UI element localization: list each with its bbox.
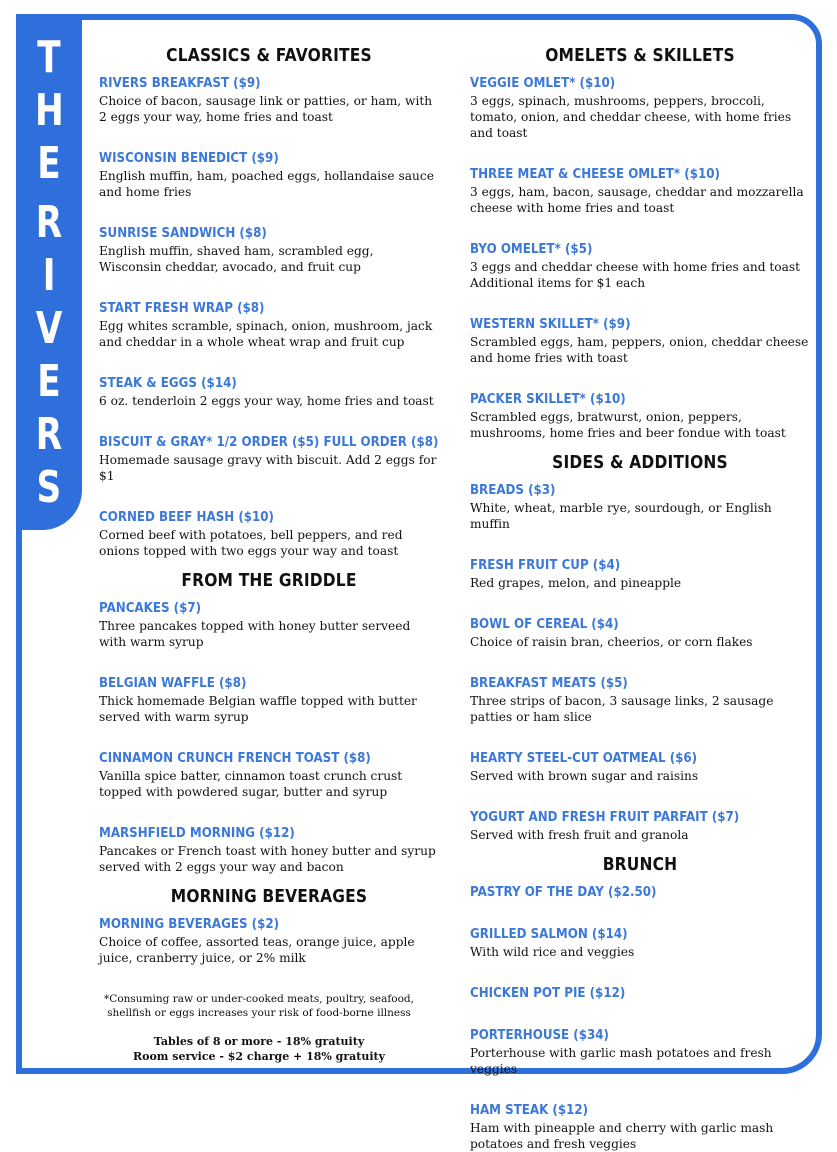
section-heading-sides: SIDES & ADDITIONS (552, 452, 728, 473)
menu-item (99, 597, 439, 650)
item-name: PACKER SKILLET* ($10) (470, 391, 626, 407)
item-description: Egg whites scramble, spinach, onion, mushroom, jack and cheddar in a whole wheat wrap and fruit cup (99, 319, 433, 349)
menu-item (470, 881, 810, 901)
section-heading-brunch: BRUNCH (602, 854, 678, 875)
item-name: BELGIAN WAFFLE ($8) (99, 675, 247, 691)
item-name: CINNAMON CRUNCH FRENCH TOAST ($8) (99, 750, 371, 766)
item-name: YOGURT AND FRESH FRUIT PARFAIT ($7) (470, 809, 740, 825)
menu-item (99, 431, 439, 484)
menu-item (470, 747, 810, 784)
section-heading-griddle: FROM THE GRIDDLE (181, 570, 357, 591)
item-name: MORNING BEVERAGES ($2) (99, 916, 280, 932)
item-description: Red grapes, melon, and pineapple (470, 576, 682, 590)
item-name: WESTERN SKILLET* ($9) (470, 316, 631, 332)
banner-letter: T (37, 32, 61, 83)
item-name: CHICKEN POT PIE ($12) (470, 985, 626, 1001)
item-description: Three pancakes topped with honey butter serveed with warm syrup (99, 619, 411, 649)
item-description: English muffin, ham, poached eggs, hollandaise sauce and home fries (99, 169, 434, 199)
banner-letter: E (37, 138, 61, 189)
item-name: PASTRY OF THE DAY ($2.50) (470, 884, 657, 900)
menu-item (470, 923, 810, 960)
item-name: STEAK & EGGS ($14) (99, 375, 237, 391)
item-description: Corned beef with potatoes, bell peppers, and red onions topped with two eggs your way and toast (99, 528, 403, 558)
item-name: BISCUIT & GRAY* 1/2 ORDER ($5) FULL ORDER ($8) (99, 434, 439, 450)
item-description: Choice of bacon, sausage link or patties, or ham, with 2 eggs your way, home fries and toast (99, 94, 433, 124)
item-description: Thick homemade Belgian waffle topped with butter served with warm syrup (99, 694, 417, 724)
section-heading-beverages: MORNING BEVERAGES (170, 886, 368, 907)
menu-item (470, 982, 810, 1002)
item-description: Served with brown sugar and raisins (470, 769, 699, 783)
menu-item (470, 163, 810, 216)
gratuity-line: Room service - $2 charge + 18% gratuity (132, 1050, 386, 1063)
item-name: PANCAKES ($7) (99, 600, 202, 616)
right-column (470, 44, 810, 1152)
menu-item (470, 72, 810, 141)
item-description: Vanilla spice batter, cinnamon toast crunch crust topped with powdered sugar, butter and syrup (99, 769, 403, 799)
item-name: THREE MEAT & CHEESE OMLET* ($10) (470, 166, 720, 182)
menu-item (99, 747, 439, 800)
banner-letter: R (35, 197, 63, 248)
item-name: GRILLED SALMON ($14) (470, 926, 628, 942)
brand-banner (16, 14, 82, 530)
menu-item (470, 613, 810, 650)
item-name: VEGGIE OMLET* ($10) (470, 75, 616, 91)
item-description: Served with fresh fruit and granola (470, 828, 689, 842)
item-description: Ham with pineapple and cherry with garlic mash potatoes and fresh veggies (470, 1121, 774, 1151)
item-name: FRESH FRUIT CUP ($4) (470, 557, 621, 573)
health-notice: *Consuming raw or under-cooked meats, poultry, seafood, shellfish or eggs increases your risk of food-borne illness (104, 993, 414, 1019)
menu-item (99, 372, 439, 409)
item-description: Porterhouse with garlic mash potatoes and fresh veggies (470, 1046, 772, 1076)
menu-item (470, 388, 810, 441)
item-description: With wild rice and veggies (470, 945, 635, 959)
menu-item (99, 72, 439, 125)
item-name: BOWL OF CEREAL ($4) (470, 616, 619, 632)
banner-letter: S (36, 462, 62, 513)
section-heading-omelets: OMELETS & SKILLETS (545, 45, 735, 66)
menu-item (99, 506, 439, 559)
item-description: White, wheat, marble rye, sourdough, or English muffin (470, 501, 772, 531)
banner-letter: R (35, 409, 63, 460)
gratuity-line: Tables of 8 or more - 18% gratuity (153, 1035, 365, 1048)
item-name: BYO OMELET* ($5) (470, 241, 593, 257)
menu-item (99, 147, 439, 200)
item-name: MARSHFIELD MORNING ($12) (99, 825, 295, 841)
item-description: Scrambled eggs, ham, peppers, onion, cheddar cheese and home fries with toast (470, 335, 809, 365)
item-name: HAM STEAK ($12) (470, 1102, 589, 1118)
item-name: WISCONSIN BENEDICT ($9) (99, 150, 279, 166)
item-description: 6 oz. tenderloin 2 eggs your way, home fries and toast (99, 394, 434, 408)
menu-item (470, 479, 810, 532)
menu-item (99, 672, 439, 725)
item-description: Homemade sausage gravy with biscuit. Add 2 eggs for $1 (99, 453, 437, 483)
menu-item (470, 806, 810, 843)
item-name: BREADS ($3) (470, 482, 556, 498)
item-name: BREAKFAST MEATS ($5) (470, 675, 628, 691)
menu-item (99, 822, 439, 875)
banner-letter: V (35, 303, 63, 354)
banner-letter: I (42, 250, 56, 301)
item-description: 3 eggs, spinach, mushrooms, peppers, broccoli, tomato, onion, and cheddar cheese, with home fries and toast (470, 94, 792, 140)
menu-item (470, 313, 810, 366)
item-description: 3 eggs, ham, bacon, sausage, cheddar and mozzarella cheese with home fries and toast (470, 185, 804, 215)
item-name: HEARTY STEEL-CUT OATMEAL ($6) (470, 750, 698, 766)
item-description: English muffin, shaved ham, scrambled egg, Wisconsin cheddar, avocado, and fruit cup (99, 244, 374, 274)
gratuity-note (99, 1034, 439, 1064)
menu-item (99, 222, 439, 275)
banner-letter: H (34, 85, 64, 136)
menu-item (99, 913, 439, 966)
menu-item (470, 672, 810, 725)
item-description: 3 eggs and cheddar cheese with home fries and toast Additional items for $1 each (470, 260, 801, 290)
item-description: Choice of coffee, assorted teas, orange juice, apple juice, cranberry juice, or 2% milk (99, 935, 415, 965)
banner-letter: E (37, 356, 61, 407)
item-name: PORTERHOUSE ($34) (470, 1027, 609, 1043)
left-column (99, 44, 439, 1064)
item-name: SUNRISE SANDWICH ($8) (99, 225, 267, 241)
item-description: Scrambled eggs, bratwurst, onion, peppers, mushrooms, home fries and beer fondue with toast (470, 410, 786, 440)
item-name: CORNED BEEF HASH ($10) (99, 509, 274, 525)
section-heading-classics: CLASSICS & FAVORITES (166, 45, 372, 66)
menu-item (470, 1099, 810, 1152)
menu-item (470, 238, 810, 291)
item-description: Choice of raisin bran, cheerios, or corn flakes (470, 635, 753, 649)
menu-item (470, 1024, 810, 1077)
menu-item (99, 297, 439, 350)
menu-item (470, 554, 810, 591)
item-description: Three strips of bacon, 3 sausage links, 2 sausage patties or ham slice (470, 694, 774, 724)
item-description: Pancakes or French toast with honey butter and syrup served with 2 eggs your way and bacon (99, 844, 436, 874)
item-name: RIVERS BREAKFAST ($9) (99, 75, 261, 91)
item-name: START FRESH WRAP ($8) (99, 300, 265, 316)
